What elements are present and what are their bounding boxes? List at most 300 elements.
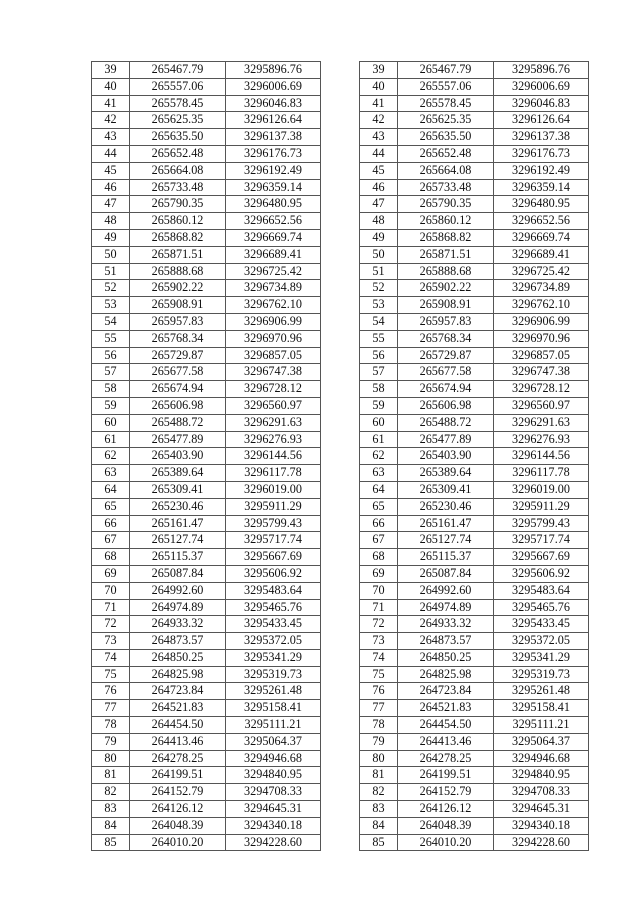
table-row xyxy=(92,515,321,532)
y-coordinate-cell: 3296144.56 xyxy=(226,448,321,465)
y-coordinate-cell: 3294708.33 xyxy=(494,784,589,801)
x-coordinate-cell: 264992.60 xyxy=(130,582,226,599)
table-row xyxy=(92,683,321,700)
point-number-cell: 39 xyxy=(92,62,130,79)
y-coordinate-cell: 3295911.29 xyxy=(226,498,321,515)
table-row xyxy=(92,481,321,498)
table-row xyxy=(360,145,589,162)
y-coordinate-cell: 3296291.63 xyxy=(226,414,321,431)
point-number-cell: 66 xyxy=(360,515,398,532)
point-number-cell: 62 xyxy=(92,448,130,465)
x-coordinate-cell: 265389.64 xyxy=(130,465,226,482)
x-coordinate-cell: 264850.25 xyxy=(130,649,226,666)
point-number-cell: 52 xyxy=(92,280,130,297)
table-row xyxy=(92,246,321,263)
x-coordinate-cell: 265161.47 xyxy=(398,515,494,532)
table-row xyxy=(92,62,321,79)
table-row xyxy=(92,162,321,179)
x-coordinate-cell: 265860.12 xyxy=(398,213,494,230)
table-row xyxy=(360,330,589,347)
x-coordinate-cell: 264010.20 xyxy=(398,834,494,851)
y-coordinate-cell: 3296019.00 xyxy=(494,481,589,498)
y-coordinate-cell: 3295261.48 xyxy=(494,683,589,700)
point-number-cell: 42 xyxy=(360,112,398,129)
table-row xyxy=(360,717,589,734)
y-coordinate-cell: 3295896.76 xyxy=(494,62,589,79)
point-number-cell: 74 xyxy=(92,649,130,666)
table-row xyxy=(92,633,321,650)
x-coordinate-cell: 265230.46 xyxy=(130,498,226,515)
y-coordinate-cell: 3296137.38 xyxy=(226,129,321,146)
point-number-cell: 39 xyxy=(360,62,398,79)
point-number-cell: 85 xyxy=(92,834,130,851)
point-number-cell: 67 xyxy=(360,532,398,549)
table-row xyxy=(360,364,589,381)
x-coordinate-cell: 264873.57 xyxy=(130,633,226,650)
point-number-cell: 78 xyxy=(360,717,398,734)
point-number-cell: 43 xyxy=(92,129,130,146)
point-number-cell: 60 xyxy=(360,414,398,431)
point-number-cell: 84 xyxy=(92,817,130,834)
x-coordinate-cell: 265127.74 xyxy=(398,532,494,549)
x-coordinate-cell: 264521.83 xyxy=(130,700,226,717)
y-coordinate-cell: 3296176.73 xyxy=(226,145,321,162)
point-number-cell: 60 xyxy=(92,414,130,431)
x-coordinate-cell: 265652.48 xyxy=(130,145,226,162)
table-row xyxy=(92,599,321,616)
x-coordinate-cell: 264152.79 xyxy=(130,784,226,801)
point-number-cell: 63 xyxy=(92,465,130,482)
point-number-cell: 78 xyxy=(92,717,130,734)
table-row xyxy=(360,834,589,851)
x-coordinate-cell: 265467.79 xyxy=(130,62,226,79)
x-coordinate-cell: 265625.35 xyxy=(398,112,494,129)
x-coordinate-cell: 264126.12 xyxy=(398,801,494,818)
point-number-cell: 40 xyxy=(92,78,130,95)
y-coordinate-cell: 3296117.78 xyxy=(494,465,589,482)
point-number-cell: 44 xyxy=(92,145,130,162)
x-coordinate-cell: 265578.45 xyxy=(130,95,226,112)
x-coordinate-cell: 265477.89 xyxy=(398,431,494,448)
x-coordinate-cell: 265674.94 xyxy=(130,381,226,398)
x-coordinate-cell: 264850.25 xyxy=(398,649,494,666)
table-row xyxy=(92,700,321,717)
point-number-cell: 73 xyxy=(92,633,130,650)
y-coordinate-cell: 3295372.05 xyxy=(226,633,321,650)
point-number-cell: 58 xyxy=(360,381,398,398)
x-coordinate-cell: 265888.68 xyxy=(398,263,494,280)
point-number-cell: 52 xyxy=(360,280,398,297)
point-number-cell: 79 xyxy=(92,733,130,750)
point-number-cell: 69 xyxy=(92,565,130,582)
table-row xyxy=(92,414,321,431)
point-number-cell: 67 xyxy=(92,532,130,549)
y-coordinate-cell: 3295433.45 xyxy=(494,616,589,633)
table-row xyxy=(360,633,589,650)
x-coordinate-cell: 265902.22 xyxy=(130,280,226,297)
y-coordinate-cell: 3296857.05 xyxy=(226,347,321,364)
point-number-cell: 46 xyxy=(92,179,130,196)
x-coordinate-cell: 264933.32 xyxy=(130,616,226,633)
y-coordinate-cell: 3294645.31 xyxy=(494,801,589,818)
y-coordinate-cell: 3296970.96 xyxy=(226,330,321,347)
y-coordinate-cell: 3296126.64 xyxy=(226,112,321,129)
x-coordinate-cell: 265860.12 xyxy=(130,213,226,230)
y-coordinate-cell: 3296046.83 xyxy=(494,95,589,112)
x-coordinate-cell: 265403.90 xyxy=(398,448,494,465)
table-row xyxy=(92,95,321,112)
point-number-cell: 66 xyxy=(92,515,130,532)
x-coordinate-cell: 265606.98 xyxy=(130,397,226,414)
x-coordinate-cell: 265957.83 xyxy=(130,313,226,330)
x-coordinate-cell: 264152.79 xyxy=(398,784,494,801)
y-coordinate-cell: 3296176.73 xyxy=(494,145,589,162)
table-row xyxy=(92,801,321,818)
point-number-cell: 50 xyxy=(360,246,398,263)
x-coordinate-cell: 264048.39 xyxy=(398,817,494,834)
table-row xyxy=(92,498,321,515)
point-number-cell: 42 xyxy=(92,112,130,129)
x-coordinate-cell: 265557.06 xyxy=(398,78,494,95)
y-coordinate-cell: 3295319.73 xyxy=(494,666,589,683)
y-coordinate-cell: 3296669.74 xyxy=(494,229,589,246)
table-row xyxy=(360,347,589,364)
y-coordinate-cell: 3295667.69 xyxy=(494,549,589,566)
x-coordinate-cell: 265606.98 xyxy=(398,397,494,414)
y-coordinate-cell: 3296560.97 xyxy=(494,397,589,414)
y-coordinate-cell: 3296652.56 xyxy=(494,213,589,230)
table-row xyxy=(92,381,321,398)
point-number-cell: 75 xyxy=(92,666,130,683)
coordinate-table-left xyxy=(91,61,321,851)
y-coordinate-cell: 3296192.49 xyxy=(494,162,589,179)
x-coordinate-cell: 265403.90 xyxy=(130,448,226,465)
point-number-cell: 47 xyxy=(360,196,398,213)
table-row xyxy=(92,280,321,297)
point-number-cell: 65 xyxy=(92,498,130,515)
table-row xyxy=(92,431,321,448)
point-number-cell: 84 xyxy=(360,817,398,834)
x-coordinate-cell: 265908.91 xyxy=(130,297,226,314)
x-coordinate-cell: 264521.83 xyxy=(398,700,494,717)
x-coordinate-cell: 264278.25 xyxy=(398,750,494,767)
y-coordinate-cell: 3296747.38 xyxy=(494,364,589,381)
point-number-cell: 59 xyxy=(92,397,130,414)
table-row xyxy=(360,263,589,280)
table-row xyxy=(92,750,321,767)
y-coordinate-cell: 3296019.00 xyxy=(226,481,321,498)
y-coordinate-cell: 3295372.05 xyxy=(494,633,589,650)
table-row xyxy=(360,582,589,599)
x-coordinate-cell: 264126.12 xyxy=(130,801,226,818)
y-coordinate-cell: 3294340.18 xyxy=(494,817,589,834)
point-number-cell: 56 xyxy=(360,347,398,364)
table-row xyxy=(92,784,321,801)
table-row xyxy=(92,129,321,146)
x-coordinate-cell: 265729.87 xyxy=(398,347,494,364)
y-coordinate-cell: 3295111.21 xyxy=(494,717,589,734)
point-number-cell: 53 xyxy=(360,297,398,314)
y-coordinate-cell: 3296747.38 xyxy=(226,364,321,381)
x-coordinate-cell: 265733.48 xyxy=(130,179,226,196)
y-coordinate-cell: 3296652.56 xyxy=(226,213,321,230)
x-coordinate-cell: 264199.51 xyxy=(130,767,226,784)
table-row xyxy=(360,817,589,834)
y-coordinate-cell: 3296359.14 xyxy=(226,179,321,196)
y-coordinate-cell: 3295606.92 xyxy=(226,565,321,582)
x-coordinate-cell: 264723.84 xyxy=(130,683,226,700)
y-coordinate-cell: 3296117.78 xyxy=(226,465,321,482)
table-row xyxy=(360,179,589,196)
x-coordinate-cell: 265908.91 xyxy=(398,297,494,314)
table-row xyxy=(360,801,589,818)
y-coordinate-cell: 3296906.99 xyxy=(494,313,589,330)
point-number-cell: 79 xyxy=(360,733,398,750)
table-row xyxy=(360,750,589,767)
x-coordinate-cell: 265127.74 xyxy=(130,532,226,549)
point-number-cell: 68 xyxy=(360,549,398,566)
table-row xyxy=(92,213,321,230)
table-row xyxy=(360,431,589,448)
x-coordinate-cell: 265477.89 xyxy=(130,431,226,448)
y-coordinate-cell: 3296276.93 xyxy=(226,431,321,448)
y-coordinate-cell: 3295261.48 xyxy=(226,683,321,700)
x-coordinate-cell: 265768.34 xyxy=(398,330,494,347)
point-number-cell: 70 xyxy=(92,582,130,599)
x-coordinate-cell: 265868.82 xyxy=(398,229,494,246)
x-coordinate-cell: 264825.98 xyxy=(130,666,226,683)
y-coordinate-cell: 3296480.95 xyxy=(494,196,589,213)
y-coordinate-cell: 3296857.05 xyxy=(494,347,589,364)
y-coordinate-cell: 3295158.41 xyxy=(494,700,589,717)
table-row xyxy=(360,95,589,112)
coordinate-table-left-body xyxy=(92,62,321,851)
point-number-cell: 49 xyxy=(360,229,398,246)
table-row xyxy=(360,565,589,582)
y-coordinate-cell: 3295667.69 xyxy=(226,549,321,566)
table-row xyxy=(360,297,589,314)
x-coordinate-cell: 265488.72 xyxy=(130,414,226,431)
table-row xyxy=(92,565,321,582)
x-coordinate-cell: 265087.84 xyxy=(398,565,494,582)
point-number-cell: 41 xyxy=(92,95,130,112)
point-number-cell: 43 xyxy=(360,129,398,146)
y-coordinate-cell: 3295111.21 xyxy=(226,717,321,734)
point-number-cell: 85 xyxy=(360,834,398,851)
point-number-cell: 74 xyxy=(360,649,398,666)
y-coordinate-cell: 3294946.68 xyxy=(494,750,589,767)
y-coordinate-cell: 3295717.74 xyxy=(226,532,321,549)
x-coordinate-cell: 264873.57 xyxy=(398,633,494,650)
point-number-cell: 82 xyxy=(92,784,130,801)
table-row xyxy=(92,532,321,549)
point-number-cell: 56 xyxy=(92,347,130,364)
point-number-cell: 40 xyxy=(360,78,398,95)
coordinate-table-right-body xyxy=(360,62,589,851)
x-coordinate-cell: 265871.51 xyxy=(130,246,226,263)
table-row xyxy=(360,666,589,683)
table-row xyxy=(92,733,321,750)
y-coordinate-cell: 3296725.42 xyxy=(226,263,321,280)
x-coordinate-cell: 265790.35 xyxy=(130,196,226,213)
x-coordinate-cell: 265087.84 xyxy=(130,565,226,582)
table-row xyxy=(360,784,589,801)
point-number-cell: 61 xyxy=(92,431,130,448)
table-row xyxy=(360,549,589,566)
y-coordinate-cell: 3294840.95 xyxy=(494,767,589,784)
x-coordinate-cell: 265664.08 xyxy=(398,162,494,179)
table-row xyxy=(360,532,589,549)
x-coordinate-cell: 264048.39 xyxy=(130,817,226,834)
table-row xyxy=(92,112,321,129)
table-row xyxy=(360,129,589,146)
point-number-cell: 77 xyxy=(92,700,130,717)
y-coordinate-cell: 3295799.43 xyxy=(226,515,321,532)
point-number-cell: 81 xyxy=(360,767,398,784)
table-row xyxy=(92,313,321,330)
y-coordinate-cell: 3294340.18 xyxy=(226,817,321,834)
x-coordinate-cell: 264723.84 xyxy=(398,683,494,700)
y-coordinate-cell: 3294228.60 xyxy=(494,834,589,851)
y-coordinate-cell: 3294840.95 xyxy=(226,767,321,784)
table-row xyxy=(92,649,321,666)
y-coordinate-cell: 3295465.76 xyxy=(226,599,321,616)
point-number-cell: 51 xyxy=(360,263,398,280)
y-coordinate-cell: 3296006.69 xyxy=(494,78,589,95)
table-row xyxy=(360,649,589,666)
point-number-cell: 77 xyxy=(360,700,398,717)
x-coordinate-cell: 264825.98 xyxy=(398,666,494,683)
x-coordinate-cell: 264278.25 xyxy=(130,750,226,767)
x-coordinate-cell: 264010.20 xyxy=(130,834,226,851)
table-row xyxy=(92,196,321,213)
y-coordinate-cell: 3295158.41 xyxy=(226,700,321,717)
x-coordinate-cell: 265467.79 xyxy=(398,62,494,79)
x-coordinate-cell: 265115.37 xyxy=(398,549,494,566)
x-coordinate-cell: 265677.58 xyxy=(398,364,494,381)
table-row xyxy=(92,397,321,414)
point-number-cell: 62 xyxy=(360,448,398,465)
x-coordinate-cell: 265677.58 xyxy=(130,364,226,381)
y-coordinate-cell: 3296970.96 xyxy=(494,330,589,347)
x-coordinate-cell: 265161.47 xyxy=(130,515,226,532)
x-coordinate-cell: 265729.87 xyxy=(130,347,226,364)
table-row xyxy=(360,767,589,784)
point-number-cell: 54 xyxy=(360,313,398,330)
table-row xyxy=(360,481,589,498)
point-number-cell: 57 xyxy=(92,364,130,381)
table-row xyxy=(92,179,321,196)
x-coordinate-cell: 265733.48 xyxy=(398,179,494,196)
point-number-cell: 68 xyxy=(92,549,130,566)
y-coordinate-cell: 3296046.83 xyxy=(226,95,321,112)
table-row xyxy=(92,717,321,734)
table-row xyxy=(360,62,589,79)
y-coordinate-cell: 3295483.64 xyxy=(226,582,321,599)
x-coordinate-cell: 264974.89 xyxy=(130,599,226,616)
y-coordinate-cell: 3295799.43 xyxy=(494,515,589,532)
table-row xyxy=(360,700,589,717)
x-coordinate-cell: 265389.64 xyxy=(398,465,494,482)
x-coordinate-cell: 264933.32 xyxy=(398,616,494,633)
y-coordinate-cell: 3296689.41 xyxy=(494,246,589,263)
point-number-cell: 63 xyxy=(360,465,398,482)
table-row xyxy=(360,313,589,330)
y-coordinate-cell: 3296689.41 xyxy=(226,246,321,263)
y-coordinate-cell: 3296359.14 xyxy=(494,179,589,196)
x-coordinate-cell: 264974.89 xyxy=(398,599,494,616)
table-row xyxy=(92,297,321,314)
point-number-cell: 45 xyxy=(360,162,398,179)
y-coordinate-cell: 3296762.10 xyxy=(494,297,589,314)
point-number-cell: 71 xyxy=(360,599,398,616)
point-number-cell: 73 xyxy=(360,633,398,650)
point-number-cell: 80 xyxy=(92,750,130,767)
point-number-cell: 48 xyxy=(360,213,398,230)
x-coordinate-cell: 265871.51 xyxy=(398,246,494,263)
x-coordinate-cell: 265309.41 xyxy=(398,481,494,498)
point-number-cell: 71 xyxy=(92,599,130,616)
table-row xyxy=(92,78,321,95)
table-row xyxy=(92,616,321,633)
table-row xyxy=(92,767,321,784)
table-row xyxy=(360,381,589,398)
y-coordinate-cell: 3295606.92 xyxy=(494,565,589,582)
y-coordinate-cell: 3294645.31 xyxy=(226,801,321,818)
table-row xyxy=(92,817,321,834)
y-coordinate-cell: 3296906.99 xyxy=(226,313,321,330)
point-number-cell: 64 xyxy=(92,481,130,498)
y-coordinate-cell: 3295064.37 xyxy=(226,733,321,750)
y-coordinate-cell: 3295465.76 xyxy=(494,599,589,616)
y-coordinate-cell: 3296725.42 xyxy=(494,263,589,280)
point-number-cell: 53 xyxy=(92,297,130,314)
point-number-cell: 58 xyxy=(92,381,130,398)
point-number-cell: 72 xyxy=(92,616,130,633)
table-row xyxy=(360,112,589,129)
y-coordinate-cell: 3294228.60 xyxy=(226,834,321,851)
table-row xyxy=(360,229,589,246)
x-coordinate-cell: 265557.06 xyxy=(130,78,226,95)
y-coordinate-cell: 3295319.73 xyxy=(226,666,321,683)
table-row xyxy=(92,229,321,246)
table-row xyxy=(92,465,321,482)
y-coordinate-cell: 3294708.33 xyxy=(226,784,321,801)
point-number-cell: 81 xyxy=(92,767,130,784)
point-number-cell: 44 xyxy=(360,145,398,162)
point-number-cell: 57 xyxy=(360,364,398,381)
point-number-cell: 72 xyxy=(360,616,398,633)
table-row xyxy=(92,549,321,566)
table-row xyxy=(360,465,589,482)
x-coordinate-cell: 265488.72 xyxy=(398,414,494,431)
y-coordinate-cell: 3296728.12 xyxy=(226,381,321,398)
y-coordinate-cell: 3295717.74 xyxy=(494,532,589,549)
x-coordinate-cell: 264199.51 xyxy=(398,767,494,784)
x-coordinate-cell: 264992.60 xyxy=(398,582,494,599)
point-number-cell: 47 xyxy=(92,196,130,213)
point-number-cell: 70 xyxy=(360,582,398,599)
x-coordinate-cell: 265888.68 xyxy=(130,263,226,280)
table-row xyxy=(92,364,321,381)
y-coordinate-cell: 3295911.29 xyxy=(494,498,589,515)
y-coordinate-cell: 3295341.29 xyxy=(226,649,321,666)
y-coordinate-cell: 3296144.56 xyxy=(494,448,589,465)
table-row xyxy=(92,834,321,851)
y-coordinate-cell: 3296480.95 xyxy=(226,196,321,213)
point-number-cell: 61 xyxy=(360,431,398,448)
point-number-cell: 55 xyxy=(360,330,398,347)
